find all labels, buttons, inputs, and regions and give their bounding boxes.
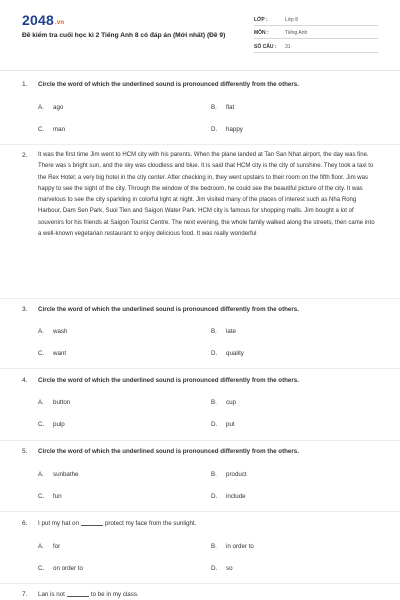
option-letter: C. [38, 126, 45, 133]
option-word: man [53, 126, 66, 133]
meta-count-row [254, 40, 378, 53]
reading-passage: It was the first time Jim went to HCM city with his parents. When the plane landed at Tan San Nhat airport, the day was fine. There was s bright sun, and the sky was cloudless and blue. It is said that HCM city is the city of sunshine. They took a taxi to the Rex Hotel; a very big hotel in the city center. After checking in, they went upstairs to their room on the fifth floor. Jim was happy to see the sight of the city. Through the window of the bedroom, he could see the beautiful picture of the city. It was marvelous to see the city sparkling in colorful light at night. Jim visited many of the places of interest such as Nha Rong Harbour, Dam Sen Park, Suoi Tien and Saigon Water Park. HCM city is famous for shopping malls. Jim bought a lot of souvenirs for his friends at Saigon Tourist Centre. The next evening, the whole family walked along the streets, then came into a well-known vegetarian restaurant to enjoy delicious food. It was really wonderful [38, 152, 375, 238]
logo-text: 2048 [22, 12, 54, 28]
answer-option-d[interactable] [211, 350, 244, 357]
question-divider [0, 440, 400, 441]
option-word: include [226, 493, 246, 500]
answer-blank [81, 525, 103, 526]
option-word: so [226, 565, 233, 572]
question-prompt [38, 520, 378, 527]
option-word: late [226, 328, 236, 335]
option-letter: C. [38, 493, 45, 500]
question-prompt: Circle the word of which the underlined sound is pronounced differently from the others. [38, 306, 299, 313]
answer-option-c[interactable] [38, 350, 66, 357]
question-number: 1. [22, 81, 28, 88]
option-letter: D. [211, 350, 218, 357]
option-letter: A. [38, 471, 44, 478]
meta-class-row [254, 13, 378, 26]
answer-option-a[interactable] [38, 399, 70, 406]
option-word: for [53, 543, 61, 550]
question-divider [0, 511, 400, 512]
option-letter: A. [38, 328, 44, 335]
question-number: 6. [22, 520, 28, 527]
question-number: 4. [22, 377, 28, 384]
option-word: sunbathe [53, 471, 79, 478]
header-divider [0, 70, 400, 71]
answer-option-b[interactable] [211, 399, 236, 406]
answer-option-d[interactable] [211, 421, 235, 428]
option-word: put [226, 421, 235, 428]
answer-option-d[interactable] [211, 493, 246, 500]
option-letter: C. [38, 350, 45, 357]
option-letter: C. [38, 565, 45, 572]
option-letter: B. [211, 471, 217, 478]
answer-option-b[interactable] [211, 328, 236, 335]
meta-label: SỐ CÂU : [254, 44, 277, 50]
answer-option-b[interactable] [211, 104, 234, 111]
question-number: 2. [22, 152, 28, 159]
meta-label: MÔN : [254, 30, 269, 36]
answer-option-a[interactable] [38, 328, 67, 335]
option-word: button [53, 399, 71, 406]
option-letter: D. [211, 421, 218, 428]
question-prompt: Circle the word of which the underlined sound is pronounced differently from the others. [38, 448, 299, 455]
meta-label: LỚP : [254, 17, 268, 23]
option-word: quality [226, 350, 244, 357]
prompt-after-blank: protect my face from the sunlight. [104, 520, 197, 527]
answer-option-d[interactable] [211, 126, 243, 133]
answer-option-a[interactable] [38, 543, 60, 550]
option-word: in order to [226, 543, 254, 550]
meta-value: Lớp 8 [285, 17, 299, 23]
question-prompt: Circle the word of which the underlined sound is pronounced differently from the others. [38, 377, 299, 384]
option-word: happy [226, 126, 243, 133]
option-letter: B. [211, 104, 217, 111]
question-number: 7. [22, 591, 28, 598]
question-prompt: Circle the word of which the underlined sound is pronounced differently from the others. [38, 81, 299, 88]
question-prompt [38, 591, 378, 598]
option-letter: C. [38, 421, 45, 428]
option-word: ago [53, 104, 64, 111]
site-logo[interactable] [22, 12, 64, 28]
page-header [0, 0, 400, 70]
answer-option-c[interactable] [38, 565, 83, 572]
answer-option-a[interactable] [38, 471, 78, 478]
option-word: pulp [53, 421, 65, 428]
meta-value: 31 [285, 44, 291, 50]
option-letter: D. [211, 126, 218, 133]
option-word: on order to [53, 565, 83, 572]
answer-option-d[interactable] [211, 565, 233, 572]
option-word: product [226, 471, 247, 478]
answer-option-b[interactable] [211, 543, 254, 550]
option-word: fun [53, 493, 62, 500]
answer-option-c[interactable] [38, 421, 65, 428]
answer-option-c[interactable] [38, 493, 62, 500]
option-word: want [53, 350, 67, 357]
option-letter: A. [38, 104, 44, 111]
option-word: cup [226, 399, 236, 406]
question-divider [0, 368, 400, 369]
option-word: flat [226, 104, 235, 111]
question-divider [0, 583, 400, 584]
prompt-before-blank: I put my hat on [38, 520, 79, 527]
question-divider [0, 298, 400, 299]
logo-suffix: .vn [54, 20, 65, 26]
answer-option-a[interactable] [38, 104, 63, 111]
answer-option-b[interactable] [211, 471, 247, 478]
prompt-after-blank: to be in my class. [90, 591, 139, 598]
prompt-before-blank: Lan is not [38, 591, 65, 598]
option-letter: A. [38, 399, 44, 406]
answer-blank [67, 596, 89, 597]
question-divider [0, 144, 400, 145]
option-letter: B. [211, 399, 217, 406]
question-number: 3. [22, 306, 28, 313]
option-letter: B. [211, 328, 217, 335]
option-letter: A. [38, 543, 44, 550]
meta-subject-row [254, 26, 378, 39]
option-letter: B. [211, 543, 217, 550]
option-letter: D. [211, 493, 218, 500]
option-word: wash [53, 328, 68, 335]
document-title: Đề kiểm tra cuối học kì 2 Tiếng Anh 8 có đáp án (Mới nhất) (Đề 9) [22, 32, 226, 39]
question-number: 5. [22, 448, 28, 455]
answer-option-c[interactable] [38, 126, 65, 133]
option-letter: D. [211, 565, 218, 572]
meta-value: Tiếng Anh [285, 30, 308, 36]
